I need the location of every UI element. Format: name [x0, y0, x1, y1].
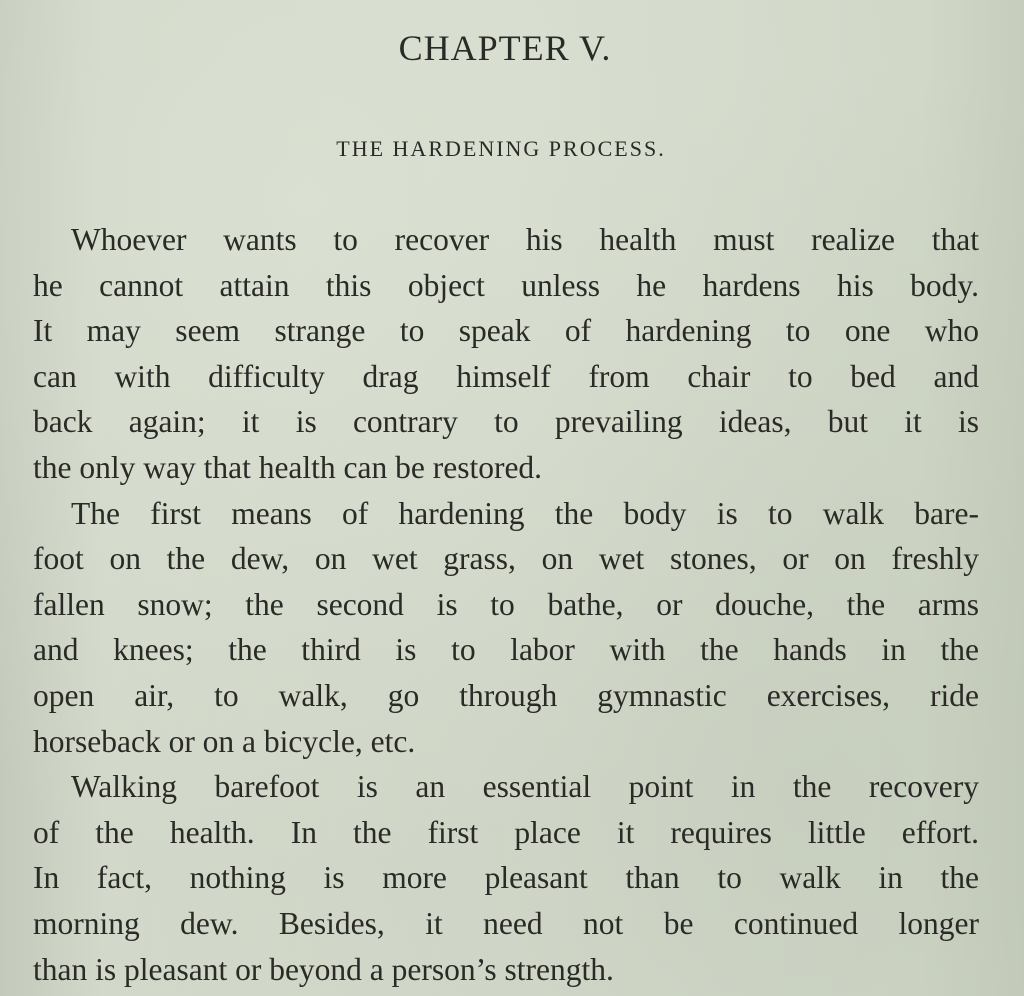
text-line: Whoever wants to recover his health must realize that [71, 222, 979, 257]
section-title: THE HARDENING PROCESS. [336, 136, 666, 161]
text-line: The first means of hardening the body is to walk bare- [71, 495, 979, 531]
text-line: back again; it is contrary to prevailing ideas, but it is [33, 404, 979, 440]
text-line: Walking barefoot is an essential point in the recovery [71, 769, 979, 805]
text-line: the only way that health can be restored. [33, 449, 543, 485]
text-line: and knees; the third is to labor with the hands in the [33, 632, 979, 668]
text-line: can with difficulty drag himself from chair to bed and [33, 358, 979, 394]
text-line: In fact, nothing is more pleasant than to walk in the [33, 860, 979, 896]
text-line: horseback or on a bicycle, etc. [33, 723, 416, 759]
text-line: It may seem strange to speak of hardening to one who [33, 313, 979, 349]
text-line: of the health. In the first place it requires little effort. [33, 814, 979, 850]
body-text [33, 217, 979, 992]
text-line: fallen snow; the second is to bathe, or douche, the arms [33, 586, 979, 622]
text-line: open air, to walk, go through gymnastic exercises, ride [33, 677, 979, 713]
text-line: he cannot attain this object unless he hardens his body. [33, 267, 979, 303]
text-line: than is pleasant or beyond a person’s strength. [33, 951, 614, 987]
text-line: foot on the dew, on wet grass, on wet stones, or on freshly [33, 541, 979, 577]
text-line: morning dew. Besides, it need not be continued longer [33, 905, 979, 941]
chapter-heading: CHAPTER V. [398, 28, 612, 68]
